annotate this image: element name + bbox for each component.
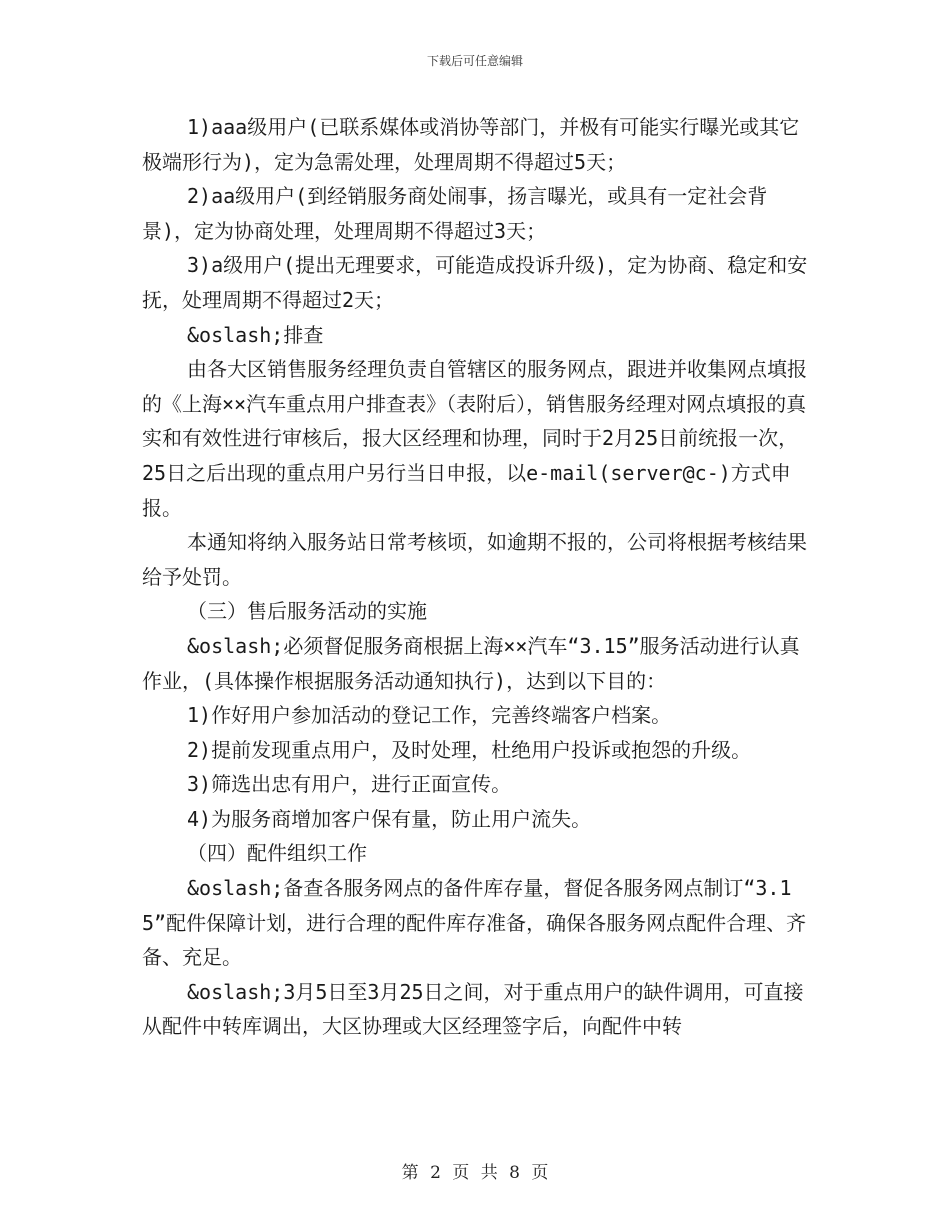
paragraph-service-activity-body: &oslash;必须督促服务商根据上海××汽车“3.15”服务活动进行认真作业，(具体操作根据服务活动通知执行)，达到以下目的：: [142, 633, 800, 693]
page-number: 第 2 页 共 8 页: [401, 1163, 549, 1183]
list-item-goal-1: 1)作好用户参加活动的登记工作，完善终端客户档案。: [187, 703, 672, 728]
paragraph-aa-user: 2)aa级用户(到经销服务商处闹事，扬言曝光，或具有一定社会背景)，定为协商处理，处理周期不得超过3天；: [142, 184, 768, 243]
list-item-goal-4: 4)为服务商增加客户保有量，防止用户流失。: [187, 806, 592, 831]
list-item-goal-3: 3)筛选出忠有用户，进行正面宣传。: [187, 772, 512, 797]
paragraph-a-user: 3)a级用户(提出无理要求，可能造成投诉升级)，定为协商、稳定和安抚，处理周期不得超过2天；: [142, 253, 808, 312]
paragraph-parts-transfer: &oslash;3月5日至3月25日之间，对于重点用户的缺件调用，可直接从配件中转库调出，大区协理或大区经理签字后，向配件中转: [142, 979, 804, 1039]
document-body: [142, 110, 810, 1044]
page-header: 下载后可任意编辑: [426, 54, 523, 68]
paragraph-investigation-heading: &oslash;排查: [187, 322, 324, 347]
paragraph-assessment-notice: 本通知将纳入服务站日常考核顷，如逾期不报的，公司将根据考核结果给予处罚。: [142, 530, 807, 589]
paragraph-aaa-user: 1)aaa级用户(已联系媒体或消协等部门，并极有可能实行曝光或其它极端形行为)，定为急需处理，处理周期不得超过5天；: [142, 115, 800, 174]
section-heading-service-activity: （三）售后服务活动的实施: [187, 599, 427, 624]
paragraph-parts-inventory: &oslash;备查各服务网点的备件库存量，督促各服务网点制订“3.15”配件保障计划，进行合理的配件库存准备，确保各服务网点配件合理、齐备、充足。: [142, 876, 807, 970]
section-heading-parts-organization: （四）配件组织工作: [187, 841, 367, 866]
paragraph-investigation-body: 由各大区销售服务经理负责自管辖区的服务网点，跟进并收集网点填报的《上海××汽车重点用户排查表》（表附后），销售服务经理对网点填报的真实和有效性进行审核后，报大区经理和协理，同时于2月25日前统报一次，25日之后出现的重点用户另行当日申报，以e-mail(server@c-)方式申报。: [142, 357, 807, 520]
list-item-goal-2: 2)提前发现重点用户，及时处理，杜绝用户投诉或抱怨的升级。: [187, 737, 752, 762]
